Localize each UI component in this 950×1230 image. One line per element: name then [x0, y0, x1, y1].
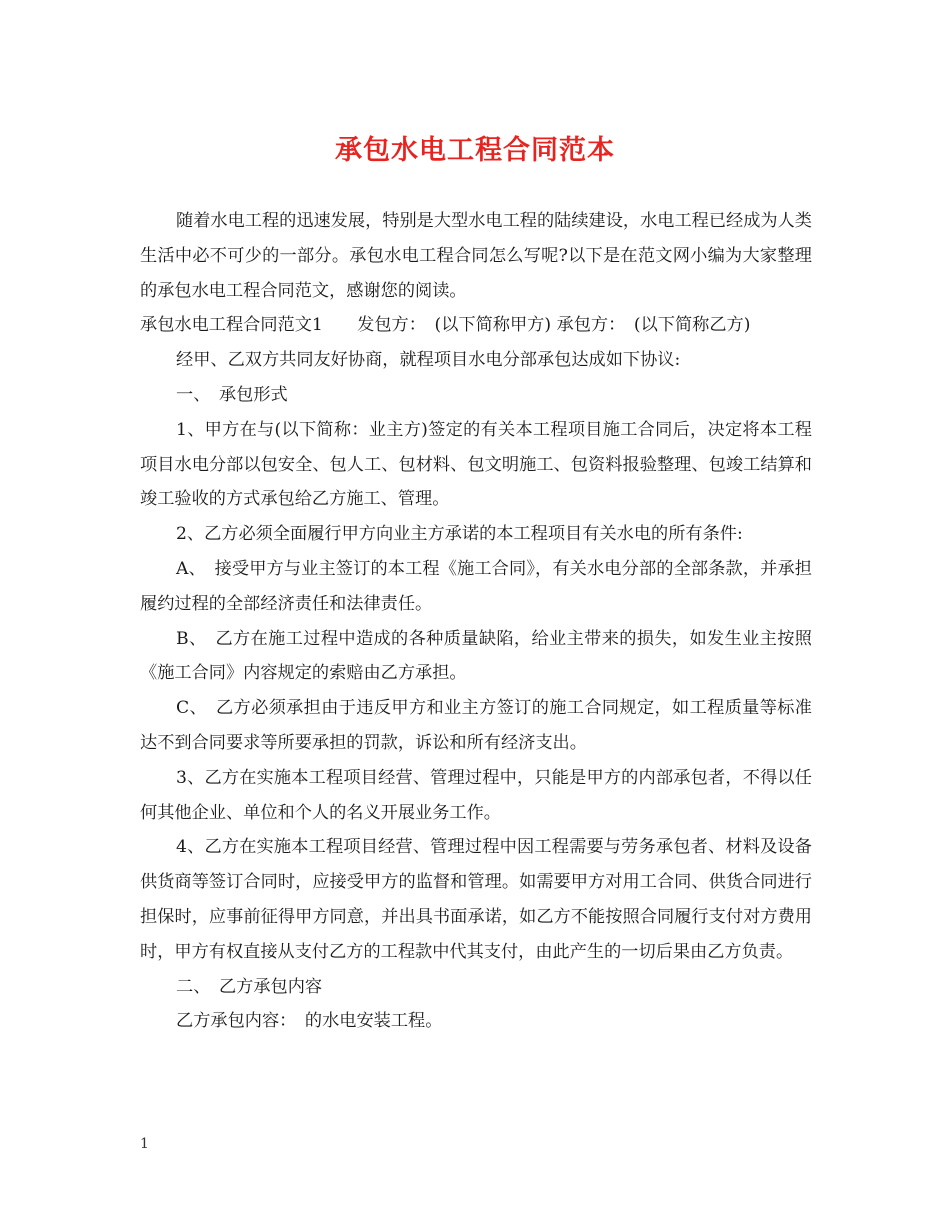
clause-3: 3、乙方在实施本工程项目经营、管理过程中，只能是甲方的内部承包者，不得以任何其他企业、单位和个人的名义开展业务工作。	[140, 767, 812, 823]
document-title: 承包水电工程合同范本	[335, 135, 615, 166]
clause-2: 2、乙方必须全面履行甲方向业主方承诺的本工程项目有关水电的所有条件:	[176, 524, 743, 545]
clause-4: 4、乙方在实施本工程项目经营、管理过程中因工程需要与劳务承包者、材料及设备供货商等签订合同时，应接受甲方的监督和管理。如需要甲方对用工合同、供货合同进行担保时，应事前征得甲方同意，并出具书面承诺，如乙方不能按照合同履行支付对方费用时，甲方有权直接从支付乙方的工程款中代其支付，由此产生的一切后果由乙方负责。	[140, 837, 812, 962]
document-body	[140, 204, 812, 1039]
paragraph-parties: 承包水电工程合同范文1 发包方： (以下简称甲方) 承包方： (以下简称乙方)	[140, 315, 751, 336]
section-heading-1: 一、 承包形式	[176, 384, 288, 405]
paragraph-scope: 乙方承包内容： 的水电安装工程。	[176, 1011, 443, 1032]
clause-2-c: C、 乙方必须承担由于违反甲方和业主方签订的施工合同规定，如工程质量等标准达不到合同要求等所要承担的罚款，诉讼和所有经济支出。	[140, 698, 812, 753]
clause-1: 1、甲方在与(以下简称：业主方)签定的有关本工程项目施工合同后，决定将本工程项目水电分部以包安全、包人工、包材料、包文明施工、包资料报验整理、包竣工结算和竣工验收的方式承包给乙方施工、管理。	[140, 419, 812, 510]
page-number: 1	[140, 1136, 149, 1152]
paragraph-agreement: 经甲、乙双方共同友好协商，就程项目水电分部承包达成如下协议:	[176, 350, 681, 371]
clause-2-b: B、 乙方在施工过程中造成的各种质量缺陷，给业主带来的损失，如发生业主按照《施工合同》内容规定的索赔由乙方承担。	[140, 628, 812, 684]
paragraph-intro: 随着水电工程的迅速发展，特别是大型水电工程的陆续建设，水电工程已经成为人类生活中必不可少的一部分。承包水电工程合同怎么写呢?以下是在范文网小编为大家整理的承包水电工程合同范文，感谢您的阅读。	[140, 211, 812, 301]
section-heading-2: 二、 乙方承包内容	[176, 976, 323, 997]
clause-2-a: A、 接受甲方与业主签订的本工程《施工合同》，有关水电分部的全部条款，并承担履约过程的全部经济责任和法律责任。	[140, 558, 812, 614]
